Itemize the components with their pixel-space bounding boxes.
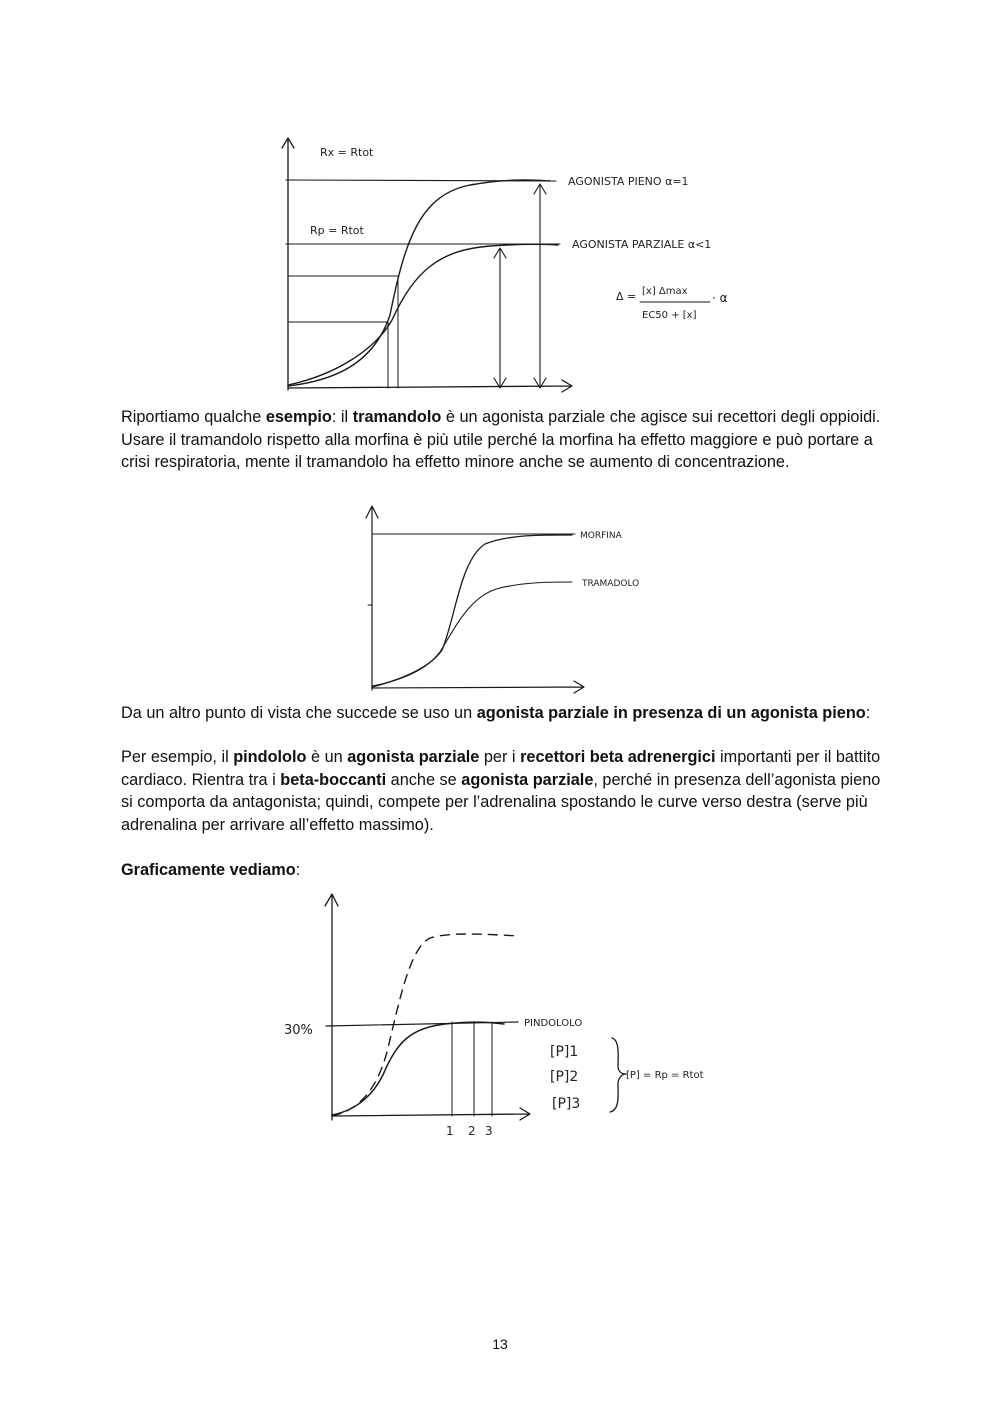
- paragraph-graficamente: [121, 859, 881, 882]
- paragraph-partial-in-full: [121, 702, 881, 725]
- bold-text: recettori beta adrenergici: [520, 748, 716, 766]
- morfina-curve: [372, 535, 572, 687]
- tick-1: 1: [446, 1124, 454, 1138]
- formula-numerator: [x] Δmax: [642, 286, 688, 297]
- figure-full-vs-partial-agonist: [280, 130, 730, 400]
- label-tramadolo: TRAMADOLO: [582, 579, 640, 589]
- text: per i: [479, 748, 521, 766]
- bold-text: agonista parziale: [347, 748, 480, 766]
- text: anche se: [386, 770, 462, 789]
- label-full-agonist: AGONISTA PIENO α=1: [568, 175, 689, 188]
- label-p3: [P]3: [552, 1096, 581, 1112]
- figure-3-drawing: [280, 888, 730, 1143]
- text: Per esempio, il: [121, 748, 234, 766]
- text: :: [295, 861, 301, 879]
- bold-text: agonista parziale: [461, 770, 594, 789]
- formula-lhs: Δ =: [616, 290, 637, 303]
- formula-denominator: EC50 + [x]: [642, 310, 697, 321]
- label-pindololo: PINDOLOLO: [524, 1018, 583, 1029]
- bold-text: pindololo: [233, 748, 307, 766]
- text: , perché in presenza dell’agonista pieno si comporta da antagonista; quindi, compete per l’adrenalina spostando le curve verso destra (serve più adrenalina per arrivare all’effetto massimo).: [121, 770, 881, 834]
- label-partial-agonist: AGONISTA PARZIALE α<1: [572, 238, 712, 251]
- bold-text: Graficamente vediamo: [121, 861, 296, 879]
- figure-2-drawing: [360, 500, 650, 695]
- figure-1-drawing: [280, 130, 730, 400]
- figure-morfina-vs-tramadolo: [360, 500, 650, 695]
- bold-text: beta-boccanti: [280, 770, 387, 789]
- bold-text: agonista parziale in presenza di un agonista pieno: [476, 704, 866, 722]
- x-axis: [372, 681, 584, 693]
- label-30-percent: 30%: [284, 1023, 313, 1038]
- y-axis: [325, 894, 338, 1120]
- formula-tail: · α: [712, 291, 728, 305]
- full-agonist-curve: [288, 180, 550, 386]
- y-axis: [282, 138, 294, 390]
- text: Riportiamo qualche: [121, 408, 266, 426]
- paragraph-tramadolo: [121, 406, 881, 474]
- figure-pindololo: [280, 888, 730, 1143]
- brace-icon: [610, 1038, 626, 1112]
- tick-2: 2: [468, 1124, 476, 1138]
- label-p1: [P]1: [550, 1044, 579, 1060]
- bold-text: tramandolo: [352, 408, 442, 426]
- text: importanti per il battito cardiaco. Rientra tra i: [121, 748, 881, 789]
- text: è un: [306, 748, 348, 766]
- paragraph-pindololo: [121, 746, 881, 836]
- x-axis: [288, 380, 572, 392]
- text: è un agonista parziale che agisce sui recettori degli oppioidi. Usare il tramandolo rispetto alla morfina è più utile perché la morfina ha effetto maggiore e può portare a crisi respiratoria, mente il tramandolo ha effetto minore anche se aumento di concentrazione.: [121, 408, 881, 472]
- tramadolo-curve: [372, 582, 572, 686]
- text: :: [865, 704, 871, 722]
- page-number: 13: [492, 1336, 508, 1352]
- label-rx: Rx = Rtot: [320, 146, 374, 159]
- bold-text: esempio: [265, 408, 332, 426]
- full-effect-arrow: [534, 184, 546, 388]
- partial-agonist-curve: [288, 244, 558, 385]
- partial-effect-arrow: [494, 248, 506, 388]
- text: : il: [331, 408, 353, 426]
- label-morfina: MORFINA: [580, 531, 622, 541]
- label-rp: Rp = Rtot: [310, 224, 364, 237]
- label-p2: [P]2: [550, 1069, 579, 1085]
- x-axis: [332, 1108, 530, 1120]
- tick-3: 3: [485, 1124, 493, 1138]
- text: Da un altro punto di vista che succede se uso un: [121, 704, 477, 722]
- pindololo-curve: [332, 1022, 504, 1115]
- label-brace: [P] = Rp = Rtot: [626, 1070, 704, 1081]
